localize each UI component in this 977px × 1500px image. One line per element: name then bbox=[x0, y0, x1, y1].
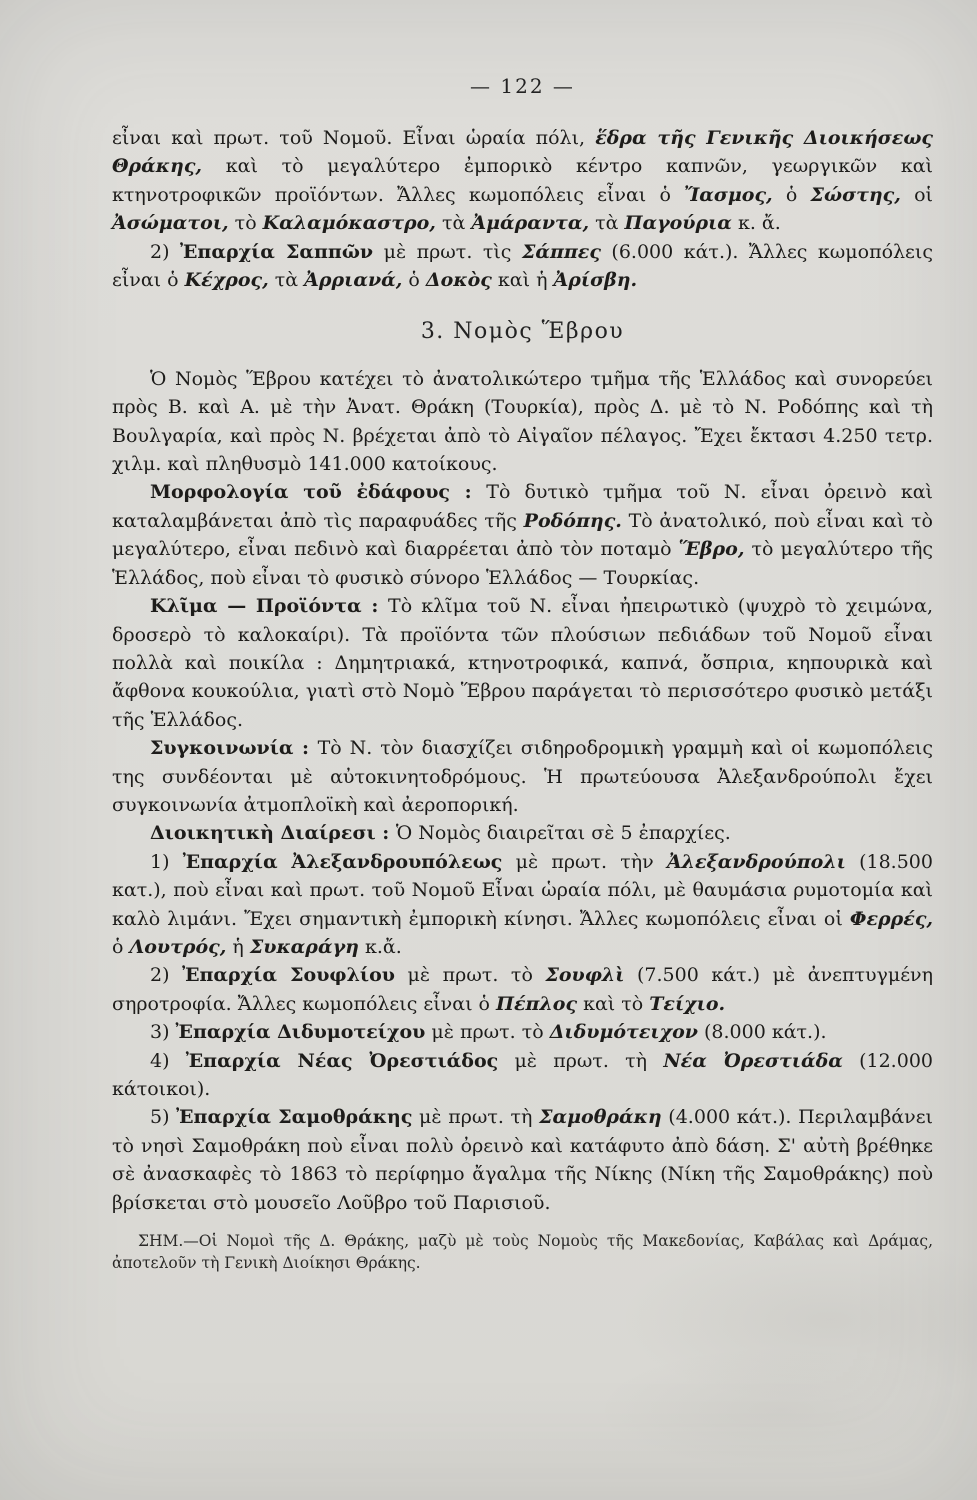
text-run: ὁ bbox=[772, 183, 811, 206]
emphasis-text: Ἐπαρχία Διδυμοτείχου bbox=[175, 1021, 426, 1044]
text-run: εἶναι καὶ πρωτ. τοῦ Νομοῦ. Εἶναι ὡραία πόλι, bbox=[112, 127, 596, 149]
text-run: 2) bbox=[150, 240, 180, 263]
text-run: Τὸ ἀνατολικό, ποὺ εἶναι καὶ τὸ μεγαλύτερο, εἶναι πεδινὸ καὶ διαρρέεται ἀπὸ τὸν ποταμὸ bbox=[112, 509, 934, 561]
text-run: 5) bbox=[150, 1106, 177, 1129]
paragraph-klima-proionta bbox=[112, 592, 933, 734]
emphasis-text: Ἐπαρχία Ἀλεξανδρουπόλεως bbox=[182, 850, 503, 873]
paragraph-nomos-evrou-intro bbox=[112, 365, 933, 479]
text-run: καὶ τὸ bbox=[577, 992, 650, 1015]
section-heading-nomos-evrou: 3. Νομὸς Ἕβρου bbox=[420, 319, 625, 345]
emphasis-text: Μορφολογία τοῦ ἐδάφους : bbox=[150, 481, 487, 504]
emphasis-text: Κλῖμα — Προϊόντα : bbox=[150, 595, 389, 618]
text-run: Ὁ Νομὸς διαιρεῖται σὲ 5 ἐπαρχίες. bbox=[395, 822, 731, 845]
text-run: μὲ πρωτ. τὸ bbox=[425, 1021, 550, 1044]
text-run: τὸ μεγαλύτερο τῆς Ἑλλάδος, ποὺ εἶναι τὸ φυσικὸ σύνορο Ἑλλάδος — Τουρκίας. bbox=[112, 538, 933, 589]
paragraph-morfologia bbox=[112, 478, 933, 592]
paragraph-eparchia-didymoteichou bbox=[112, 1018, 933, 1046]
emphasis-text: Νέα Ὀρεστιάδα bbox=[663, 1049, 843, 1072]
emphasis-text: Ἀμάραντα, bbox=[471, 212, 590, 235]
emphasis-text: Κέχρος, bbox=[184, 269, 269, 292]
text-run: τὰ bbox=[589, 212, 625, 235]
text-run: τὰ bbox=[268, 269, 305, 292]
text-run: Τὸ κλῖμα τοῦ Ν. εἶναι ἠπειρωτικὸ (ψυχρὸ τὸ χειμώνα, δροσερὸ τὸ καλοκαίρι). Τὰ προϊόντα τῶν πλούσιων πεδιάδων τοῦ Νομοῦ εἶναι πολλὰ καὶ ποικίλα : Δημητριακά, κτηνοτροφικά, καπνά, ὄσπρια, κηπουρικὰ καὶ ἄφθονα κουκούλια, γιατὶ στὸ Νομὸ Ἕβρου παράγεται τὸ περισσότερο φυσικὸ μετάξι τῆς Ἑλλάδος. bbox=[112, 595, 933, 731]
paragraph-eparchia-sappon bbox=[112, 238, 933, 295]
text-run: Τὸ Ν. τὸν διασχίζει σιδηροδρομικὴ γραμμὴ καὶ οἱ κωμοπόλεις της συνδέονται μὲ αὐτοκινητοδρόμους. Ἡ πρωτεύουσα Ἀλεξανδρούπολι ἔχει συγκοινωνία ἀτμοπλοϊκὴ καὶ ἀεροπορική. bbox=[112, 737, 933, 816]
emphasis-text: Ἀσώματοι, bbox=[112, 212, 229, 235]
text-run: οἱ bbox=[900, 183, 933, 206]
page-number: — 122 — bbox=[470, 74, 575, 98]
text-run: καὶ ἡ bbox=[491, 269, 554, 292]
text-run: μὲ πρωτ. τὴ bbox=[412, 1106, 540, 1129]
text-run: μὲ πρωτ. τὶς bbox=[373, 240, 522, 263]
emphasis-text: Ἀρίσβη. bbox=[553, 269, 638, 292]
emphasis-text: Φερρές, bbox=[849, 907, 933, 930]
text-run: 4) bbox=[150, 1049, 186, 1072]
text-run: τὰ bbox=[435, 212, 472, 235]
emphasis-text: Ἀλεξανδρούπολι bbox=[666, 850, 846, 873]
text-run: (6.000 κάτ.). Ἄλλες κωμοπόλεις εἶναι ὁ bbox=[112, 240, 933, 292]
text-run: ὁ bbox=[402, 269, 426, 292]
paragraph-eparchia-samothrakis bbox=[112, 1103, 933, 1217]
text-run: καὶ τὸ μεγαλύτερο ἐμπορικὸ κέντρο καπνῶν, γεωργικῶν καὶ κτηνοτροφικῶν προϊόντων. Ἄλλες κωμοπόλεις εἶναι ὁ bbox=[112, 155, 933, 206]
text-run: μὲ πρωτ. τὸ bbox=[394, 964, 546, 987]
emphasis-text: Διοικητικὴ Διαίρεσι : bbox=[150, 822, 396, 845]
emphasis-text: Ἕβρο, bbox=[678, 538, 745, 561]
emphasis-text: Ἐπαρχία Σαμοθράκης bbox=[176, 1106, 413, 1129]
text-run: κ. ἄ. bbox=[731, 212, 781, 235]
emphasis-text: Λουτρός, bbox=[129, 935, 227, 958]
paragraph-eparchia-neas-orestiados bbox=[112, 1047, 933, 1104]
emphasis-text: Πέπλος bbox=[496, 992, 578, 1015]
text-run: τὸ bbox=[228, 212, 263, 235]
emphasis-text: Διδυμότειχον bbox=[549, 1021, 698, 1044]
paragraph-continuation bbox=[112, 124, 933, 238]
text-run: κ.ἄ. bbox=[358, 935, 402, 958]
emphasis-text: Τείχιο. bbox=[649, 992, 726, 1015]
emphasis-text: Δοκὸς bbox=[425, 269, 492, 292]
text-run: μὲ πρωτ. τὴν bbox=[502, 850, 667, 873]
paragraph-eparchia-soufliou bbox=[112, 961, 933, 1018]
emphasis-text: Σώστης, bbox=[810, 183, 901, 206]
emphasis-text: Ἐπαρχία Σουφλίου bbox=[182, 964, 395, 987]
text-run: (8.000 κάτ.). bbox=[697, 1021, 827, 1044]
page-content bbox=[112, 124, 933, 1274]
emphasis-text: Σαμοθράκη bbox=[539, 1106, 662, 1129]
emphasis-text: Ἐπαρχία Νέας Ὀρεστιάδος bbox=[185, 1049, 499, 1072]
emphasis-text: Παγούρια bbox=[624, 212, 732, 235]
emphasis-text: Ροδόπης. bbox=[523, 509, 622, 532]
paragraph-sygkoinonia bbox=[112, 734, 933, 819]
emphasis-text: Ἀρριανά, bbox=[304, 269, 403, 292]
emphasis-text: Ἴασμος, bbox=[684, 183, 773, 206]
emphasis-text: Ἐπαρχία Σαππῶν bbox=[180, 240, 374, 263]
text-run: 1) bbox=[150, 850, 183, 873]
text-run: Ὁ Νομὸς Ἕβρου κατέχει τὸ ἀνατολικώτερο τμῆμα τῆς Ἑλλάδος καὶ συνορεύει πρὸς Β. καὶ Α. μὲ τὴν Ἀνατ. Θράκη (Τουρκία), πρὸς Δ. μὲ τὸ Ν. Ροδόπης καὶ τὴ Βουλγαρία, καὶ πρὸς Ν. βρέχεται ἀπὸ τὸ Αἰγαῖον πέλαγος. Ἔχει ἔκτασι 4.250 τετρ. χιλμ. καὶ πληθυσμὸ 141.000 κατοίκους. bbox=[112, 367, 933, 476]
text-run: μὲ πρωτ. τὴ bbox=[498, 1049, 664, 1072]
emphasis-text: Συγκοινωνία : bbox=[150, 737, 318, 760]
text-run: 2) bbox=[150, 964, 183, 987]
paragraph-eparchia-alexandroupoleos bbox=[112, 848, 933, 962]
emphasis-text: Σάππες bbox=[521, 240, 601, 263]
text-run: ἡ bbox=[226, 935, 250, 958]
text-run: 3) bbox=[150, 1021, 176, 1044]
text-run: ΣΗΜ.—Οἱ Νομοὶ τῆς Δ. Θράκης, μαζὺ μὲ τοὺς Νομοὺς τῆς Μακεδονίας, Καβάλας καὶ Δράμας, ἀποτελοῦν τὴ Γενικὴ Διοίκησι Θράκης. bbox=[112, 1232, 933, 1272]
text-run: (4.000 κάτ.). Περιλαμβάνει τὸ νησὶ Σαμοθράκη ποὺ εἶναι πολὺ ὀρεινὸ καὶ κατάφυτο ἀπὸ δάση. Σ' αὐτὴ βρέθηκε σὲ ἀνασκαφὲς τὸ 1863 τὸ περίφημο ἄγαλμα τῆς Νίκης (Νίκη τῆς Σαμοθράκης) ποὺ βρίσκεται στὸ μουσεῖο Λοῦβρο τοῦ Παρισιοῦ. bbox=[112, 1106, 933, 1214]
text-run: Τὸ δυτικὸ τμῆμα τοῦ Ν. εἶναι ὀρεινὸ καὶ καταλαμβάνεται ἀπὸ τὶς παραφυάδες τῆς bbox=[112, 481, 933, 532]
footnote bbox=[112, 1231, 933, 1274]
emphasis-text: Καλαμόκαστρο, bbox=[262, 212, 436, 235]
emphasis-text: Συκαράγη bbox=[249, 935, 359, 958]
text-run: (12.000 κάτοικοι). bbox=[112, 1049, 933, 1100]
paragraph-dioikitiki-diairesi bbox=[112, 819, 933, 847]
text-run: (18.500 κατ.), ποὺ εἶναι καὶ πρωτ. τοῦ Νομοῦ Εἶναι ὡραία πόλι, μὲ θαυμάσια ρυμοτομία καὶ καλὸ λιμάνι. Ἔχει σημαντικὴ ἐμπορικὴ κίνησι. Ἄλλες κωμοπόλεις εἶναι οἱ bbox=[112, 850, 933, 930]
emphasis-text: ἕδρα τῆς Γενικῆς Διοικήσεως Θράκης, bbox=[112, 127, 934, 178]
emphasis-text: Σουφλὶ bbox=[545, 964, 625, 987]
text-run: (7.500 κάτ.) μὲ ἀνεπτυγμένη σηροτροφία. Ἄλλες κωμοπόλεις εἶναι ὁ bbox=[112, 964, 933, 1015]
text-run: ὁ bbox=[112, 935, 130, 958]
